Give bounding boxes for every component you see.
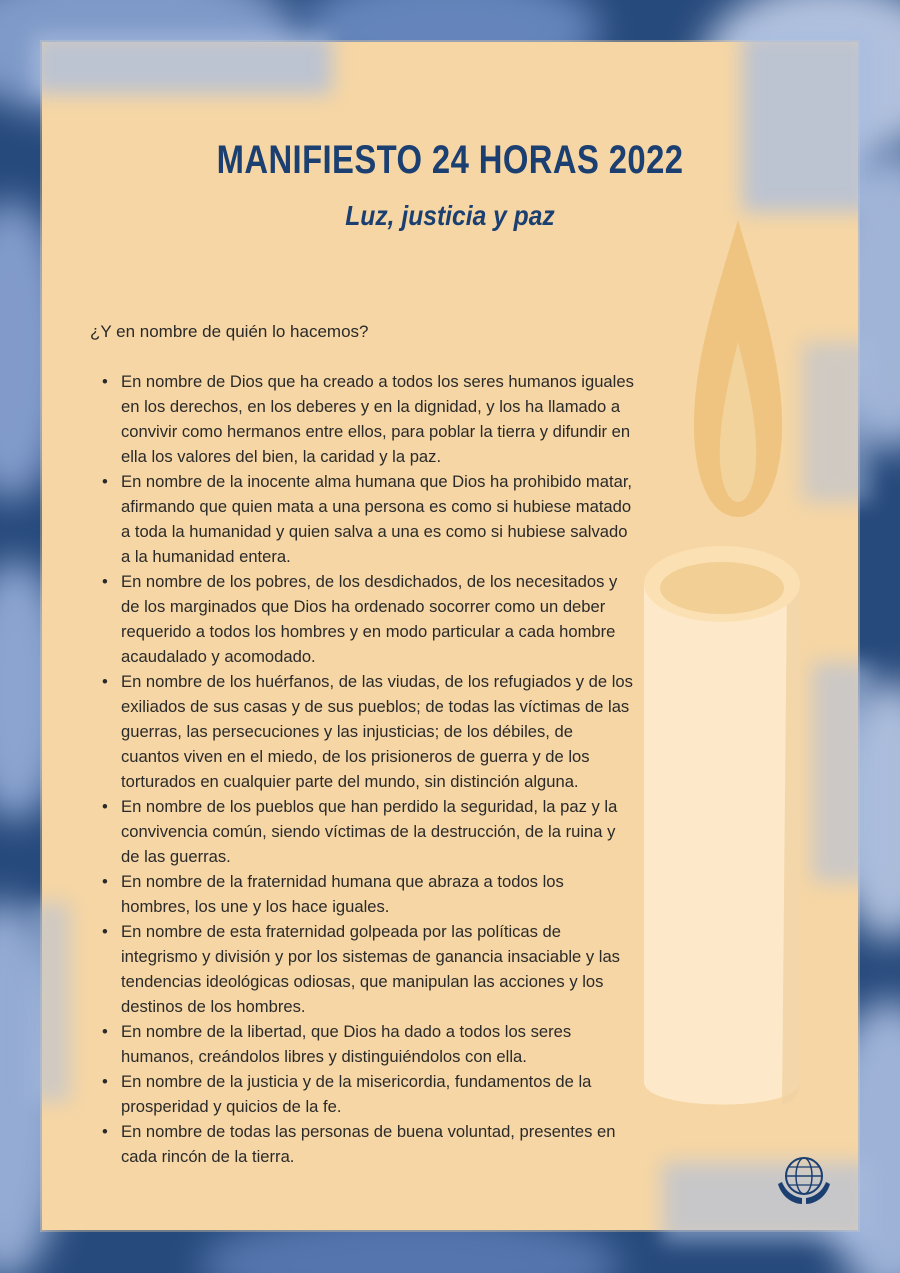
list-item <box>90 469 635 569</box>
bullet-icon: • <box>102 872 108 891</box>
list-item-text: En nombre de los pobres, de los desdichados, de los necesitados y de los marginados que Dios ha ordenado socorrer como un deber requerido a todos los hombres y en modo particular a cada hombre acaudalado y acomodado. <box>121 572 618 666</box>
bullet-icon: • <box>102 1122 108 1141</box>
list-item-text: En nombre de los pueblos que han perdido la seguridad, la paz y la convivencia común, siendo víctimas de la destrucción, de la ruina y de las guerras. <box>121 797 618 866</box>
bullet-icon: • <box>102 797 108 816</box>
page-subtitle: Luz, justicia y paz <box>345 200 555 231</box>
bullet-icon: • <box>102 472 108 491</box>
bullet-icon: • <box>102 672 108 691</box>
bullet-icon: • <box>102 1072 108 1091</box>
list-item <box>90 1119 635 1169</box>
list-item-text: En nombre de todas las personas de buena voluntad, presentes en cada rincón de la tierra. <box>121 1122 616 1166</box>
manifesto-sheet <box>42 42 858 1230</box>
page-title: MANIFIESTO 24 HORAS 2022 <box>216 138 684 182</box>
bullet-icon: • <box>102 572 108 591</box>
list-item <box>90 869 635 919</box>
manifesto-list <box>90 369 635 1169</box>
list-item-text: En nombre de la libertad, que Dios ha dado a todos los seres humanos, creándolos libres y distinguiéndolos con ella. <box>121 1022 572 1066</box>
bullet-icon: • <box>102 922 108 941</box>
intro-question: ¿Y en nombre de quién lo hacemos? <box>90 322 369 341</box>
list-item-text: En nombre de la fraternidad humana que abraza a todos los hombres, los une y los hace iguales. <box>121 872 564 916</box>
globe-hands-logo-icon <box>772 1154 836 1210</box>
candle-icon <box>632 212 812 1112</box>
list-item-text: En nombre de Dios que ha creado a todos los seres humanos iguales en los derechos, en los deberes y en la dignidad, y los ha llamado a convivir como hermanos entre ellos, para poblar la tierra y difundir en ella los valores del bien, la caridad y la paz. <box>121 372 634 466</box>
list-item-text: En nombre de la inocente alma humana que Dios ha prohibido matar, afirmando que quien mata a una persona es como si hubiese matado a toda la humanidad y quien salva a una es como si hubiese salvado a la humanidad entera. <box>121 472 633 566</box>
list-item <box>90 1019 635 1069</box>
bullet-icon: • <box>102 1022 108 1041</box>
list-item <box>90 1069 635 1119</box>
list-item-text: En nombre de la justicia y de la misericordia, fundamentos de la prosperidad y quicios de la fe. <box>121 1072 592 1116</box>
bullet-icon: • <box>102 372 108 391</box>
list-item-text: En nombre de los huérfanos, de las viudas, de los refugiados y de los exiliados de sus casas y de sus pueblos; de todas las víctimas de las guerras, las persecuciones y las injusticias; de los débiles, de cuantos viven en el miedo, de los prisioneros de guerra y de los torturados en cualquier parte del mundo, sin distinción alguna. <box>121 672 633 791</box>
list-item <box>90 794 635 869</box>
list-item <box>90 569 635 669</box>
list-item <box>90 369 635 469</box>
list-item <box>90 669 635 794</box>
list-item <box>90 919 635 1019</box>
list-item-text: En nombre de esta fraternidad golpeada por las políticas de integrismo y división y por los sistemas de ganancia insaciable y las tendencias ideológicas odiosas, que manipulan las acciones y los destinos de los hombres. <box>121 922 620 1016</box>
